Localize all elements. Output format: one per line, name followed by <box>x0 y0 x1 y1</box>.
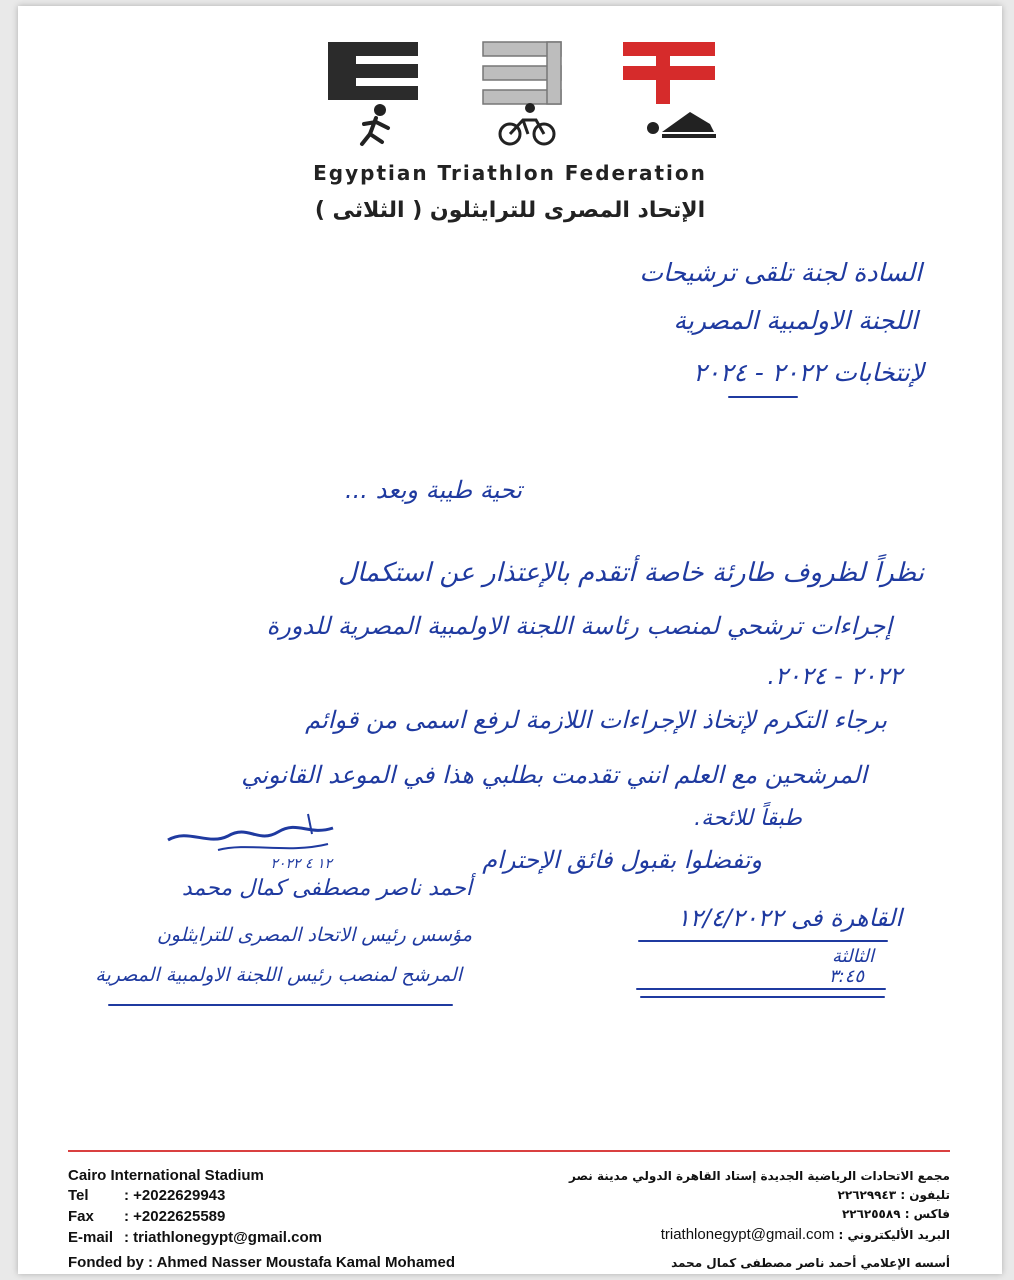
footer-email-label-ar: البريد الأليكتروني : <box>834 1228 950 1242</box>
swimmer-icon <box>647 112 716 138</box>
body-line-4: برجاء التكرم لإتخاذ الإجراءات اللازمة لرفع اسمى من قوائم <box>305 706 887 734</box>
footer-fax-value: : +2022625589 <box>124 1208 226 1225</box>
footer-fax-label: Fax <box>68 1208 94 1225</box>
footer-tel-label: Tel <box>68 1187 89 1204</box>
footer-stadium: Cairo International Stadium <box>68 1167 264 1184</box>
signature-date: ١٢ ٤ ٢٠٢٢ <box>270 856 332 872</box>
time-underline-2 <box>640 996 885 998</box>
time-line-2: ٣:٤٥ <box>828 966 864 987</box>
body-line-1: نظراً لظروف طارئة خاصة أتقدم بالإعتذار عن استكمال <box>338 558 924 588</box>
footer-address-ar: مجمع الاتحادات الرياضية الجديدة إستاد القاهرة الدولي مدينة نصر <box>569 1169 950 1183</box>
logo-3-letter <box>483 42 561 104</box>
signer-name: أحمد ناصر مصطفى كمال محمد <box>181 876 472 901</box>
footer-founded: Fonded by : Ahmed Nasser Moustafa Kamal Mohamed <box>68 1254 456 1271</box>
greeting: تحية طيبة وبعد ... <box>345 476 522 504</box>
footer-email-label: E-mail <box>68 1229 114 1246</box>
runner-icon <box>362 104 388 144</box>
org-name-english: Egyptian Triathlon Federation <box>313 161 707 185</box>
date-line: القاهرة فى ١٢/٤/٢٠٢٢ <box>676 904 902 932</box>
footer-tel <box>68 1187 225 1204</box>
body-line-5: المرشحين مع العلم انني تقدمت بطلبي هذا في الموعد القانوني <box>241 761 867 789</box>
body-line-3: ٢٠٢٢ - ٢٠٢٤. <box>767 662 902 690</box>
letter-sheet <box>18 6 1002 1274</box>
time-line-1: الثالثة <box>832 946 874 967</box>
footer-email-value-ar: triathlonegypt@gmail.com <box>660 1226 835 1243</box>
footer-fax-ar: فاكس : ٢٢٦٢٥٥٨٩ <box>841 1207 950 1221</box>
closing-line: وتفضلوا بقبول فائق الإحترام <box>482 846 762 874</box>
footer-email-value: : triathlonegypt@gmail.com <box>124 1229 322 1246</box>
signer-title-2: المرشح لمنصب رئيس اللجنة الاولمبية المصرية <box>95 964 462 986</box>
logo-f-letter <box>623 42 715 104</box>
date-underline <box>638 940 888 942</box>
cyclist-icon <box>500 103 554 144</box>
footer-tel-value: : +2022629943 <box>124 1187 226 1204</box>
addressee-line-1: السادة لجنة تلقى ترشيحات <box>639 258 922 287</box>
footer-email <box>68 1229 322 1246</box>
addressee-underline <box>728 396 798 398</box>
signer-title-1: مؤسس رئيس الاتحاد المصرى للترايثلون <box>156 924 472 946</box>
footer-fax <box>68 1208 225 1225</box>
logo-e-letter <box>328 42 418 100</box>
footer-divider <box>68 1150 950 1152</box>
body-line-6: طبقاً للائحة. <box>694 806 802 831</box>
footer-email-ar <box>661 1226 950 1243</box>
time-underline-1 <box>636 988 886 990</box>
body-line-2: إجراءات ترشحي لمنصب رئاسة اللجنة الاولمبية المصرية للدورة <box>266 612 892 640</box>
federation-logo <box>318 34 738 154</box>
addressee-line-2: اللجنة الاولمبية المصرية <box>673 306 918 335</box>
footer-founder-ar: أسسه الإعلامي أحمد ناصر مصطفى كمال محمد <box>671 1256 950 1270</box>
addressee-line-3: لإنتخابات ٢٠٢٢ - ٢٠٢٤ <box>693 358 924 387</box>
signer-underline <box>108 1004 453 1006</box>
org-name-arabic: الإتحاد المصرى للترايثلون ( الثلاثى ) <box>314 198 706 223</box>
footer-phone-ar: تليفون : ٢٢٦٢٩٩٤٣ <box>837 1188 950 1202</box>
